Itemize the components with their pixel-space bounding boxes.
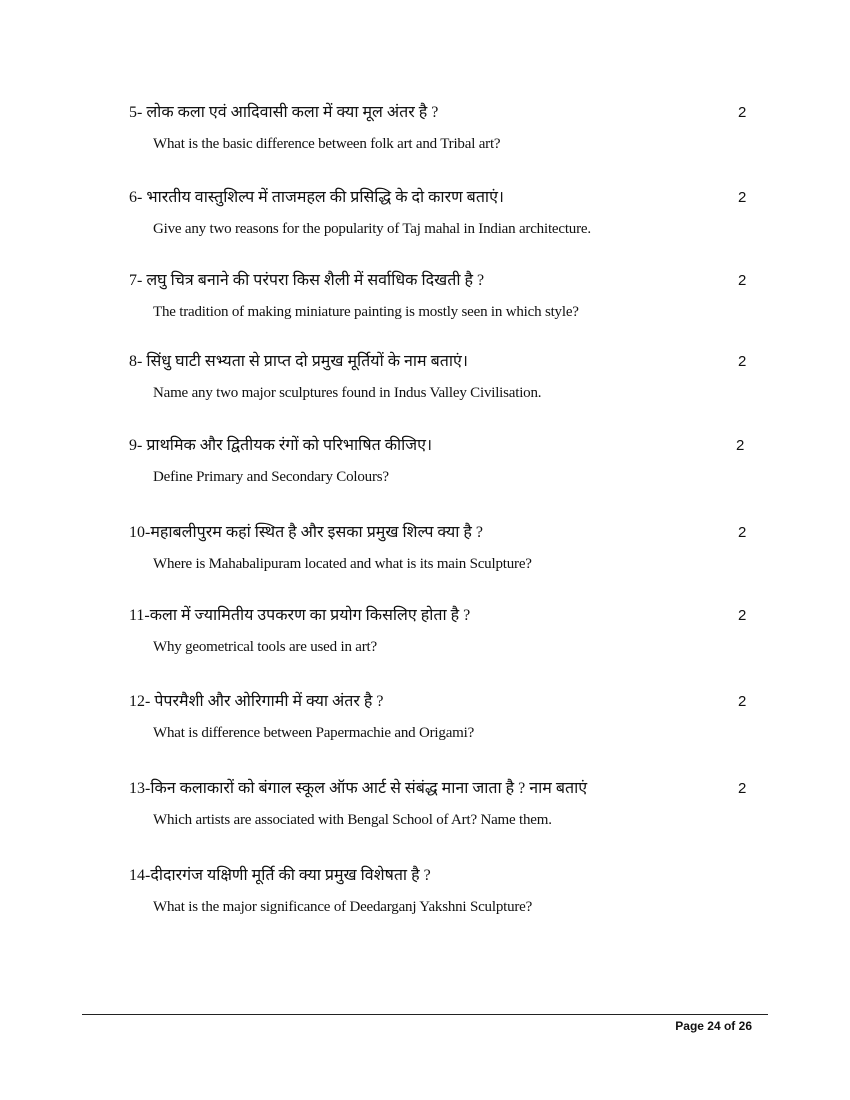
question-hindi: 6- भारतीय वास्तुशिल्प में ताजमहल की प्रसिद्धि के दो कारण बताएं। [129, 189, 504, 206]
question-14 [129, 866, 759, 926]
question-marks: 2 [738, 693, 747, 710]
question-hindi: 13-किन कलाकारों को बंगाल स्कूल ऑफ आर्ट से संबंद्ध माना जाता है ? नाम बताएं [129, 780, 588, 797]
question-hindi: 8- सिंधु घाटी सभ्यता से प्राप्त दो प्रमुख मूर्तियों के नाम बताएं। [129, 353, 468, 370]
question-hindi: 10-महाबलीपुरम कहां स्थित है और इसका प्रमुख शिल्प क्या है ? [129, 524, 484, 541]
question-marks: 2 [738, 524, 747, 541]
question-11 [129, 606, 759, 666]
question-6 [129, 188, 759, 248]
question-12 [129, 692, 759, 752]
question-8 [129, 352, 759, 412]
question-english: The tradition of making miniature painting is mostly seen in which style? [153, 304, 579, 320]
question-hindi: 9- प्राथमिक और द्वितीयक रंगों को परिभाषित कीजिए। [129, 437, 433, 454]
question-marks: 2 [738, 104, 747, 121]
question-hindi: 11-कला में ज्यामितीय उपकरण का प्रयोग किसलिए होता है ? [129, 607, 471, 624]
question-marks: 2 [738, 780, 747, 797]
footer-divider [82, 1014, 768, 1015]
question-10 [129, 523, 759, 583]
question-hindi: 14-दीदारगंज यक्षिणी मूर्ति की क्या प्रमुख विशेषता है ? [129, 867, 431, 884]
question-hindi: 7- लघु चित्र बनाने की परंपरा किस शैली में सर्वाधिक दिखती है ? [129, 272, 485, 289]
question-marks: 2 [738, 189, 747, 206]
question-english: What is difference between Papermachie and Origami? [153, 725, 475, 741]
question-marks: 2 [738, 607, 747, 624]
question-english: Where is Mahabalipuram located and what is its main Sculpture? [153, 556, 532, 572]
question-english: What is the major significance of Deedarganj Yakshni Sculpture? [153, 899, 533, 915]
question-english: Define Primary and Secondary Colours? [153, 469, 389, 485]
question-hindi: 12- पेपरमैशी और ओरिगामी में क्या अंतर है ? [129, 693, 384, 710]
question-7 [129, 271, 759, 331]
question-marks: 2 [736, 437, 745, 454]
question-english: Which artists are associated with Bengal School of Art? Name them. [153, 812, 552, 828]
question-5 [129, 103, 759, 163]
question-english: Give any two reasons for the popularity of Taj mahal in Indian architecture. [153, 221, 591, 237]
question-13 [129, 779, 759, 839]
question-9 [129, 436, 759, 496]
question-english: What is the basic difference between folk art and Tribal art? [153, 136, 501, 152]
question-hindi: 5- लोक कला एवं आदिवासी कला में क्या मूल अंतर है ? [129, 104, 439, 121]
question-marks: 2 [738, 272, 747, 289]
question-marks: 2 [738, 353, 747, 370]
page-number: Page 24 of 26 [675, 1019, 752, 1033]
question-english: Name any two major sculptures found in Indus Valley Civilisation. [153, 385, 542, 401]
question-english: Why geometrical tools are used in art? [153, 639, 377, 655]
